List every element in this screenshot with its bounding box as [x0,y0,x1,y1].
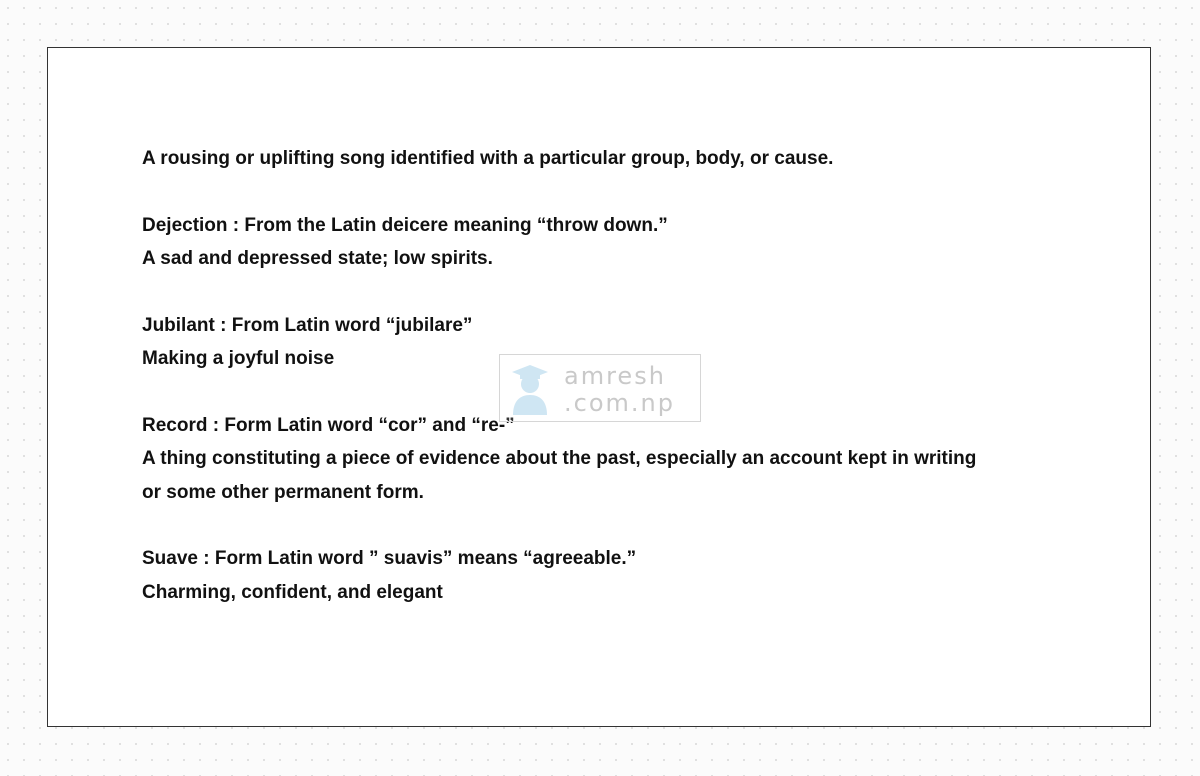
etymology-text: Record : Form Latin word “cor” and “re-” [142,414,515,436]
definition-entry-record [142,409,1122,510]
definition-text: A sad and depressed state; low spirits. [142,248,493,269]
watermark-text-line1: amresh [564,362,666,390]
watermark-text-line2: .com.np [564,389,675,417]
definition-entry-dejection [142,209,1122,276]
etymology-text: Dejection : From the Latin deicere meaning “throw down.” [142,214,668,236]
graduate-person-icon [510,363,550,415]
definition-text: A rousing or uplifting song identified with a particular group, body, or cause. [142,148,834,169]
watermark [499,354,701,422]
etymology-text: Jubilant : From Latin word “jubilare” [142,314,473,336]
definition-text-continued: or some other permanent form. [142,481,424,503]
definition-entry-anthem [142,142,1122,176]
definition-entry-suave [142,542,1122,609]
definition-text: Charming, confident, and elegant [142,581,443,603]
etymology-text: Suave : Form Latin word ” suavis” means “agreeable.” [142,548,637,569]
definition-text: A thing constituting a piece of evidence about the past, especially an account kept in writing [142,448,977,469]
definition-text: Making a joyful noise [142,348,335,369]
